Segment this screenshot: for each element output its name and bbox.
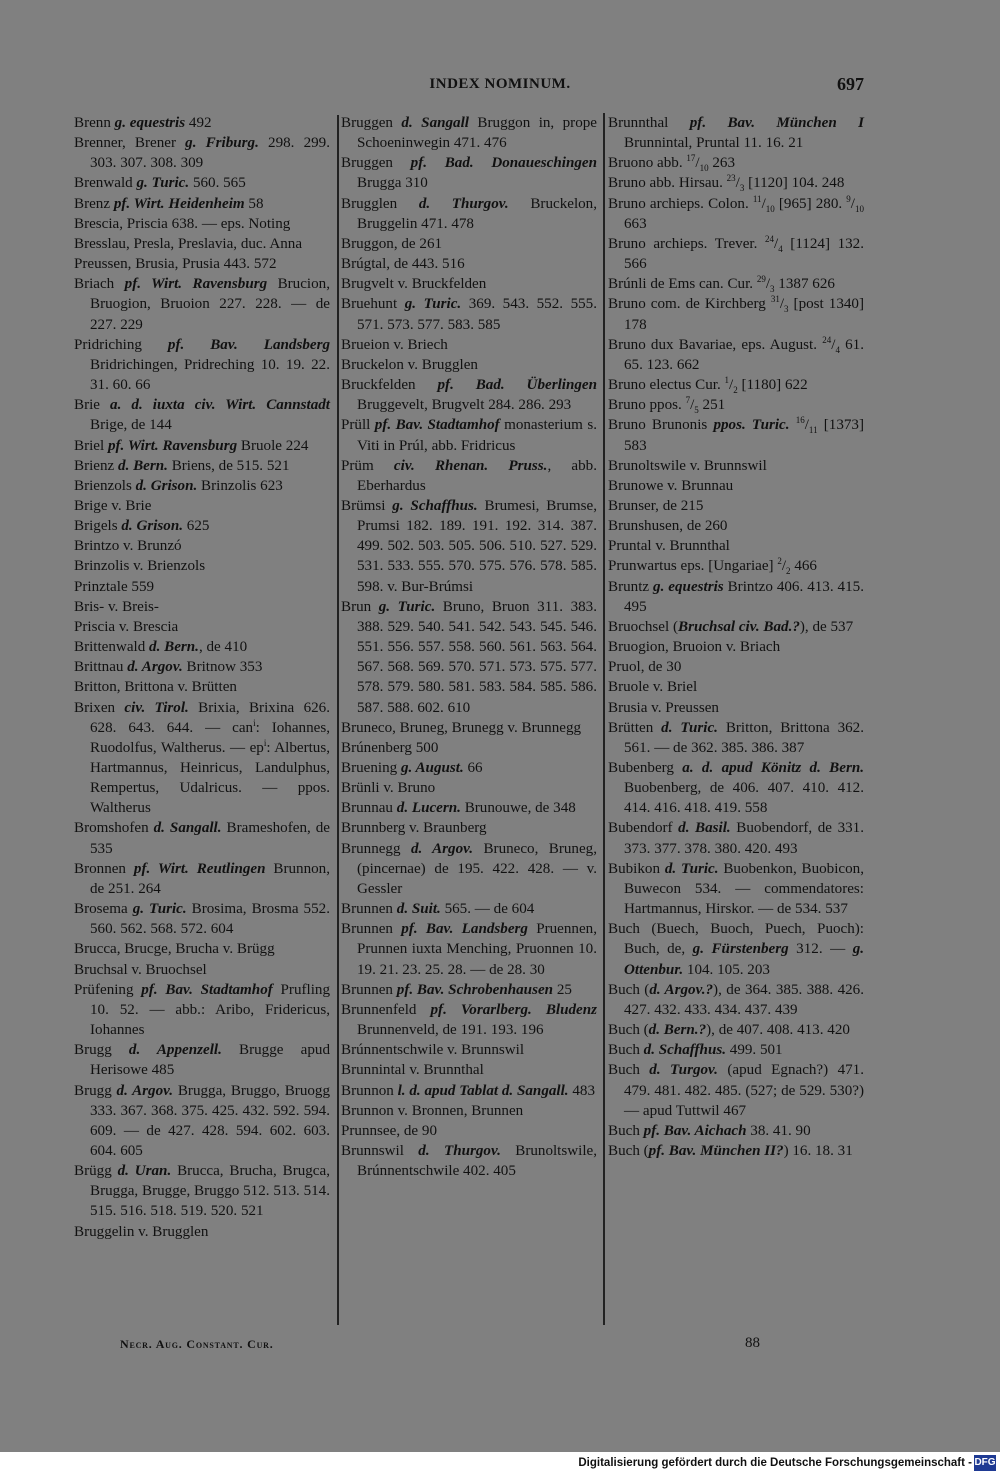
running-title: INDEX NOMINUM. [429, 76, 571, 92]
index-entry: Buch pf. Bav. Aichach 38. 41. 90 [608, 1122, 811, 1139]
index-entry: Brunnen pf. Bav. Landsberg Pruennen, Prunnen iuxta Menching, Pruonnen 10. 19. 21. 23. 25. 28. — de 28. 30 [341, 921, 597, 978]
index-entry: Buch (d. Argov.?), de 364. 385. 388. 426. 427. 432. 433. 434. 437. 439 [608, 981, 864, 1018]
index-entry: Brütten d. Turic. Britton, Brittona 362. 561. — de 362. 385. 386. 387 [608, 719, 864, 756]
index-entry: Brie a. d. iuxta civ. Wirt. Cannstadt Brige, de 144 [74, 397, 330, 434]
series-footer: Necr. Aug. Constant. Cur. [120, 1337, 274, 1351]
index-entry: Brenner, Brener g. Friburg. 298. 299. 303. 307. 308. 309 [74, 135, 330, 172]
index-entry: Bruggon, de 261 [341, 235, 443, 252]
index-entry: Brienz d. Bern. Briens, de 515. 521 [74, 457, 290, 474]
index-entry: Bruno Brunonis ppos. Turic. $^{16}/_{11}$ [1373] 583 [608, 415, 864, 454]
index-entry: Bruntz g. equestris Brintzo 406. 413. 415. 495 [608, 578, 864, 615]
index-entry: Brugglen d. Thurgov. Bruckelon, Bruggelin 471. 478 [341, 195, 598, 232]
index-entry: Bronnen pf. Wirt. Reutlingen Brunnon, de 251. 264 [74, 860, 330, 897]
index-entry: Brunnen d. Suit. 565. — de 604 [341, 901, 535, 918]
index-column-1 [74, 113, 330, 1242]
index-entry: Brunnthal pf. Bav. München I Brunnintal, Pruntal 11. 16. 21 [608, 115, 864, 152]
column-rule [337, 115, 339, 1325]
index-entry: Brunnswil d. Thurgov. Brunoltswile, Brúnnentschwile 402. 405 [341, 1142, 598, 1180]
index-entry: Brümsi g. Schaffhus. Brumesi, Brumse, Prumsi 182. 189. 191. 192. 314. 387. 499. 502. 503. 505. 506. 510. 527. 529. 531. 533. 555. 570. 575. 576. 578. 585. 598. v. Bur-Brúmsi [341, 497, 597, 595]
index-entry: Buch (Buech, Buoch, Puech, Puoch): Buch, de, g. Fürstenberg 312. — g. Ottenbur. 104. 105. 203 [608, 921, 865, 978]
index-entry: Brittnau d. Argov. Britnow 353 [74, 659, 263, 676]
index-entry: Brünli v. Bruno [341, 780, 436, 797]
index-entry: Brugg d. Argov. Brugga, Bruggo, Bruogg 333. 367. 368. 375. 425. 432. 592. 594. 609. — de 427. 428. 594. 602. 603. 604. 605 [74, 1082, 331, 1159]
index-entry: Brienzols d. Grison. Brinzolis 623 [74, 477, 283, 494]
index-entry: Brusia v. Preussen [608, 699, 719, 716]
index-entry: Bruchsal v. Bruochsel [74, 961, 207, 978]
index-entry: Bruno dux Bavariae, eps. August. $^{24}/_4$ 61. 65. 123. 662 [608, 334, 865, 373]
index-entry: Prüm civ. Rhenan. Pruss., abb. Eberhardus [341, 457, 597, 494]
index-entry: Pruol, de 30 [608, 659, 682, 676]
index-entry: Brunnegg d. Argov. Bruneco, Bruneg, (pincernae) de 195. 422. 428. — v. Gessler [341, 840, 597, 897]
index-entry: Brunoltswile v. Brunnswil [608, 457, 767, 474]
index-entry: Brunnenfeld pf. Vorarlberg. Bludenz Brunnenveld, de 191. 193. 196 [341, 1001, 597, 1039]
index-entry: Buch (d. Bern.?), de 407. 408. 413. 420 [608, 1022, 850, 1039]
index-entry: Brucca, Brucge, Brucha v. Brügg [74, 941, 275, 958]
index-entry: Brosema g. Turic. Brosima, Brosma 552. 560. 562. 568. 572. 604 [74, 901, 330, 938]
index-entry: Brige v. Brie [74, 497, 152, 514]
page-number: 697 [837, 74, 864, 94]
index-entry: Bruno archieps. Trever. $^{24}/_4$ [1124] 132. 566 [608, 233, 864, 273]
index-entry: Priscia v. Brescia [74, 618, 179, 635]
index-entry: Brúgtal, de 443. 516 [341, 256, 465, 273]
index-entry: Brittenwald d. Bern., de 410 [74, 639, 248, 656]
index-entry: Bruno abb. Hirsau. $^{23}/_3$ [1120] 104. 248 [608, 173, 845, 194]
dfg-logo: DFG [974, 1455, 996, 1471]
index-entry: Bubikon d. Turic. Buobenkon, Buobicon, Buwecon 534. — commendatores: Hartmannus, Hirskor. — de 534. 537 [608, 860, 864, 918]
index-entry: Brúnli de Ems can. Cur. $^{29}/_3$ 1387 626 [608, 274, 835, 295]
index-entry: Britton, Brittona v. Brütten [74, 679, 237, 696]
column-rule [603, 113, 605, 1325]
index-entry: Bromshofen d. Sangall. Brameshofen, de 535 [74, 820, 331, 857]
index-entry: Bris- v. Breis- [74, 598, 159, 615]
index-entry: Brunshusen, de 260 [608, 518, 728, 535]
index-entry: Brescia, Priscia 638. — eps. Noting [74, 215, 291, 232]
index-entry: Bruochsel (Bruchsal civ. Bad.?), de 537 [608, 618, 854, 635]
index-entry: Brúnnentschwile v. Brunnswil [341, 1042, 525, 1059]
index-entry: Brenz pf. Wirt. Heidenheim 58 [74, 195, 264, 212]
index-entry: Brigels d. Grison. 625 [74, 518, 210, 535]
index-entry: Brunnon v. Bronnen, Brunnen [341, 1102, 524, 1119]
index-entry: Bruggelin v. Brugglen [74, 1223, 209, 1240]
index-entry: Buch d. Turgov. (apud Egnach?) 471. 479. 481. 482. 485. (527; de 529. 530?) — apud Tuttwil 467 [608, 1062, 864, 1119]
index-entry: Preussen, Brusia, Prusia 443. 572 [74, 256, 277, 273]
index-entry: Bubenberg a. d. apud Könitz d. Bern. Buobenberg, de 406. 407. 410. 412. 414. 416. 418. 419. 558 [608, 760, 864, 817]
index-entry: Brunnon l. d. apud Tablat d. Sangall. 483 [341, 1082, 595, 1099]
index-entry: Bubendorf d. Basil. Buobendorf, de 331. 373. 377. 378. 380. 420. 493 [608, 820, 864, 857]
index-entry: Prüfening pf. Bav. Stadtamhof Prufling 10. 52. — abb.: Aribo, Fridericus, Iohannes [74, 981, 330, 1039]
index-entry: Brun g. Turic. Bruno, Bruon 311. 383. 388. 529. 540. 541. 542. 543. 545. 546. 551. 556. 557. 558. 560. 561. 563. 564. 567. 568. 569. 570. 571. 573. 575. 577. 578. 579. 580. 581. 583. 584. 585. 586. 587. 588. 602. 610 [341, 598, 597, 716]
index-entry: Buch d. Schaffhus. 499. 501 [608, 1042, 783, 1059]
index-entry: Brunowe v. Brunnau [608, 477, 734, 494]
index-entry: Bruckfelden pf. Bad. Überlingen Bruggevelt, Brugvelt 284. 286. 293 [341, 377, 597, 414]
index-entry: Bruggen pf. Bad. Donaueschingen Brugga 310 [341, 155, 597, 192]
index-entry: Brunnau d. Lucern. Brunouwe, de 348 [341, 800, 576, 817]
index-entry: Bruehunt g. Turic. 369. 543. 552. 555. 571. 573. 577. 583. 585 [341, 296, 597, 333]
index-entry: Brugg d. Appenzell. Brugge apud Herisowe 485 [74, 1042, 330, 1079]
index-entry: Brueion v. Briech [341, 336, 448, 353]
index-entry: Bruckelon v. Brugglen [341, 356, 478, 373]
index-entry: Bruole v. Briel [608, 679, 698, 696]
index-entry: Bruno electus Cur. $^1/_2$ [1180] 622 [608, 375, 808, 396]
index-entry: Bresslau, Presla, Preslavia, duc. Anna [74, 235, 303, 252]
index-entry: Prunwartus eps. [Ungariae] $^2/_2$ 466 [608, 556, 817, 577]
signature-mark: 88 [745, 1335, 760, 1351]
index-entry: Brunser, de 215 [608, 497, 704, 514]
index-entry: Brugvelt v. Bruckfelden [341, 276, 487, 293]
index-entry: Prunnsee, de 90 [341, 1122, 437, 1139]
index-entry: Bruogion, Bruoion v. Briach [608, 639, 781, 656]
index-entry: Brunnberg v. Braunberg [341, 820, 487, 837]
index-entry: Brenwald g. Turic. 560. 565 [74, 175, 246, 192]
index-entry: Brügg d. Uran. Brucca, Brucha, Brugca, Brugga, Brugge, Bruggo 512. 513. 514. 515. 516. 518. 519. 520. 521 [74, 1163, 330, 1220]
index-entry: Pridriching pf. Bav. Landsberg Bridrichingen, Pridreching 10. 19. 22. 31. 60. 66 [74, 336, 330, 394]
index-entry: Bruono abb. $^{17}/_{10}$ 263 [608, 153, 736, 174]
index-entry: Bruening g. August. 66 [341, 760, 483, 776]
index-entry: Bruno ppos. $^7/_5$ 251 [608, 395, 726, 416]
index-column-2 [341, 113, 597, 1181]
index-entry: Brinzolis v. Brienzols [74, 558, 206, 575]
index-entry: Brixen civ. Tirol. Brixia, Brixina 626. 628. 643. 644. — can$^i$: Iohannes, Ruodolfus, Waltherus. — $ep^i$: Albertus, Hartmannus, Heinricus, Landulphus, Rempertus, Udalricus. — ppos. Waltherus [74, 699, 330, 817]
index-entry: Buch (pf. Bav. München II?) 16. 18. 31 [608, 1142, 853, 1159]
index-entry: Bruneco, Bruneg, Brunegg v. Brunnegg [341, 719, 582, 736]
index-entry: Brunnintal v. Brunnthal [341, 1062, 484, 1079]
index-entry: Brenn g. equestris 492 [74, 115, 212, 131]
index-entry: Briach pf. Wirt. Ravensburg Brucion, Bruogion, Bruoion 227. 228. — de 227. 229 [74, 276, 330, 333]
index-column-3 [608, 113, 864, 1161]
index-entry: Bruggen d. Sangall Bruggon in, prope Schoeninwegin 471. 476 [341, 115, 597, 152]
index-entry: Brunnen pf. Bav. Schrobenhausen 25 [341, 981, 572, 998]
index-entry: Briel pf. Wirt. Ravensburg Bruole 224 [74, 437, 309, 454]
index-entry: Bruno archieps. Colon. $^{11}/_{10}$ [965] 280. $^9/_{10}$ 663 [608, 193, 864, 232]
index-entry: Prüll pf. Bav. Stadtamhof monasterium s. Viti in Prúl, abb. Fridricus [341, 417, 597, 454]
index-entry: Bruno com. de Kirchberg $^{31}/_3$ [post 1340] 178 [608, 294, 864, 333]
index-entry: Brúnenberg 500 [341, 739, 439, 756]
index-entry: Pruntal v. Brunnthal [608, 538, 730, 555]
digitization-credit: Digitalisierung gefördert durch die Deutsche Forschungsgemeinschaft - [578, 1457, 972, 1469]
index-entry: Brintzo v. Brunzó [74, 538, 182, 555]
index-entry: Prinztale 559 [74, 578, 155, 595]
